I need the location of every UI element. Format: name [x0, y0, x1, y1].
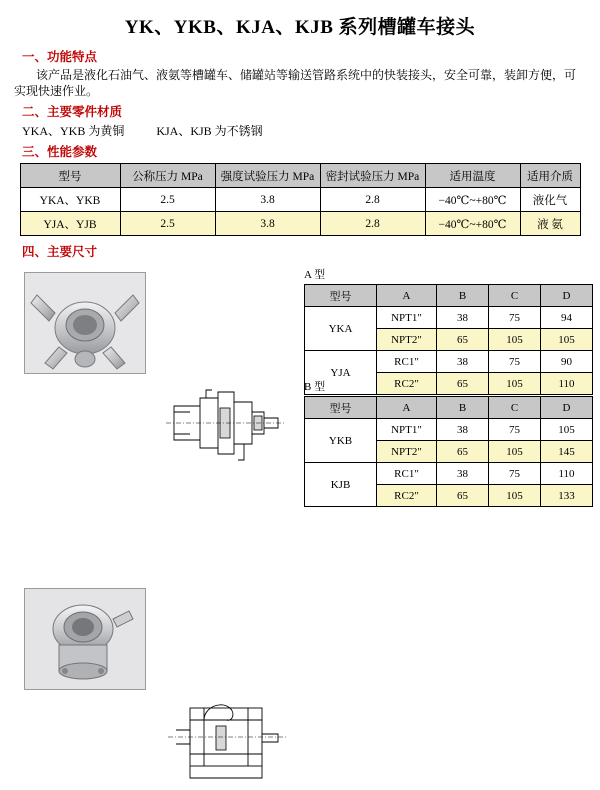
- dimB-col-0: 型号: [305, 397, 377, 419]
- dimB-col-1: A: [377, 397, 437, 419]
- dimB-model-0: YKB: [305, 419, 377, 463]
- table-header-row: [305, 397, 593, 419]
- perf-r0-c4: −40℃~+80℃: [425, 188, 520, 212]
- dimB-r2-C: 75: [489, 463, 541, 485]
- dimA-r2-C: 75: [489, 351, 541, 373]
- dimB-r0-D: 105: [541, 419, 593, 441]
- section-heading-features: 一、功能特点: [22, 50, 98, 64]
- dimB-col-2: B: [437, 397, 489, 419]
- dimA-r0-C: 75: [489, 307, 541, 329]
- perf-r0-c2: 3.8: [215, 188, 320, 212]
- dimension-a-label: A 型: [304, 269, 326, 281]
- table-header-row: [20, 164, 580, 188]
- dimA-r1-B: 65: [437, 329, 489, 351]
- table-row: [305, 463, 593, 485]
- dimB-r3-A: RC2": [377, 485, 437, 507]
- drawing-a-graphic: [160, 372, 290, 476]
- page-title: YK、YKB、KJA、KJB 系列槽罐车接头: [124, 17, 476, 38]
- dimA-r2-D: 90: [541, 351, 593, 373]
- perf-r1-c1: 2.5: [120, 212, 215, 236]
- dimA-r1-D: 105: [541, 329, 593, 351]
- perf-r0-c1: 2.5: [120, 188, 215, 212]
- dimB-r0-C: 75: [489, 419, 541, 441]
- perf-r0-c3: 2.8: [320, 188, 425, 212]
- perf-r0-c0: YKA、YKB: [20, 188, 120, 212]
- dimB-r2-A: RC1": [377, 463, 437, 485]
- dimB-r1-A: NPT2": [377, 441, 437, 463]
- dimA-r1-C: 105: [489, 329, 541, 351]
- dimA-r0-D: 94: [541, 307, 593, 329]
- dimB-r1-C: 105: [489, 441, 541, 463]
- dimB-r0-B: 38: [437, 419, 489, 441]
- dimA-r3-D: 110: [541, 373, 593, 395]
- drawing-b-graphic: [160, 690, 290, 790]
- dimA-r1-A: NPT2": [377, 329, 437, 351]
- drawing-type-b: [160, 690, 290, 790]
- dimensions-area: [10, 266, 590, 674]
- perf-col-0: 型号: [20, 164, 120, 188]
- dimB-r0-A: NPT1": [377, 419, 437, 441]
- table-header-row: [305, 285, 593, 307]
- dimA-r0-B: 38: [437, 307, 489, 329]
- drawing-type-a: [160, 372, 290, 476]
- dimA-model-0: YKA: [305, 307, 377, 351]
- section-heading-dimensions: 四、主要尺寸: [22, 245, 98, 259]
- perf-r1-c0: YJA、YJB: [20, 212, 120, 236]
- perf-r1-c4: −40℃~+80℃: [425, 212, 520, 236]
- dimension-block-b: [304, 378, 593, 507]
- perf-r0-c5: 液化气: [520, 188, 580, 212]
- perf-col-1: 公称压力 MPa: [120, 164, 215, 188]
- features-paragraph: 该产品是液化石油气、液氨等槽罐车、储罐站等输送管路系统中的快装接头，安全可靠，装卸方便，可实现快速作业。: [14, 68, 577, 98]
- dimB-r1-D: 145: [541, 441, 593, 463]
- dimB-r3-D: 133: [541, 485, 593, 507]
- photo-type-b: [24, 588, 146, 690]
- table-row: [305, 351, 593, 373]
- photo-b-graphic: [25, 589, 145, 689]
- materials-left: YKA、YKB 为黄铜: [22, 124, 125, 138]
- dimA-r2-B: 38: [437, 351, 489, 373]
- materials-right: KJA、KJB 为不锈钢: [156, 124, 263, 138]
- perf-r1-c3: 2.8: [320, 212, 425, 236]
- dimB-r2-B: 38: [437, 463, 489, 485]
- dimB-model-1: KJB: [305, 463, 377, 507]
- dimB-r3-B: 65: [437, 485, 489, 507]
- dimB-r3-C: 105: [489, 485, 541, 507]
- table-row: [305, 307, 593, 329]
- table-row: [305, 419, 593, 441]
- perf-col-4: 适用温度: [425, 164, 520, 188]
- dimA-col-3: C: [489, 285, 541, 307]
- perf-r1-c2: 3.8: [215, 212, 320, 236]
- dimB-col-3: C: [489, 397, 541, 419]
- dimension-table-b: [304, 396, 593, 507]
- section-heading-performance: 三、性能参数: [22, 145, 98, 159]
- dimA-r3-A: RC2": [377, 373, 437, 395]
- photo-a-graphic: [25, 273, 145, 373]
- dimA-col-2: B: [437, 285, 489, 307]
- dimension-b-label: B 型: [304, 381, 326, 393]
- perf-col-5: 适用介质: [520, 164, 580, 188]
- dimA-model-1: YJA: [305, 351, 377, 395]
- dimA-col-1: A: [377, 285, 437, 307]
- dimA-col-0: 型号: [305, 285, 377, 307]
- dimA-r3-B: 65: [437, 373, 489, 395]
- dimA-col-4: D: [541, 285, 593, 307]
- dimB-r2-D: 110: [541, 463, 593, 485]
- table-row: [20, 188, 580, 212]
- dimB-col-4: D: [541, 397, 593, 419]
- perf-r1-c5: 液 氨: [520, 212, 580, 236]
- dimA-r2-A: RC1": [377, 351, 437, 373]
- table-row: [20, 212, 580, 236]
- performance-table: [20, 163, 581, 236]
- section-heading-materials: 二、主要零件材质: [22, 105, 123, 119]
- dimA-r3-C: 105: [489, 373, 541, 395]
- perf-col-2: 强度试验压力 MPa: [215, 164, 320, 188]
- perf-col-3: 密封试验压力 MPa: [320, 164, 425, 188]
- dimB-r1-B: 65: [437, 441, 489, 463]
- photo-type-a: [24, 272, 146, 374]
- dimA-r0-A: NPT1": [377, 307, 437, 329]
- materials-line: [22, 122, 590, 139]
- dimension-block-a: [304, 266, 593, 395]
